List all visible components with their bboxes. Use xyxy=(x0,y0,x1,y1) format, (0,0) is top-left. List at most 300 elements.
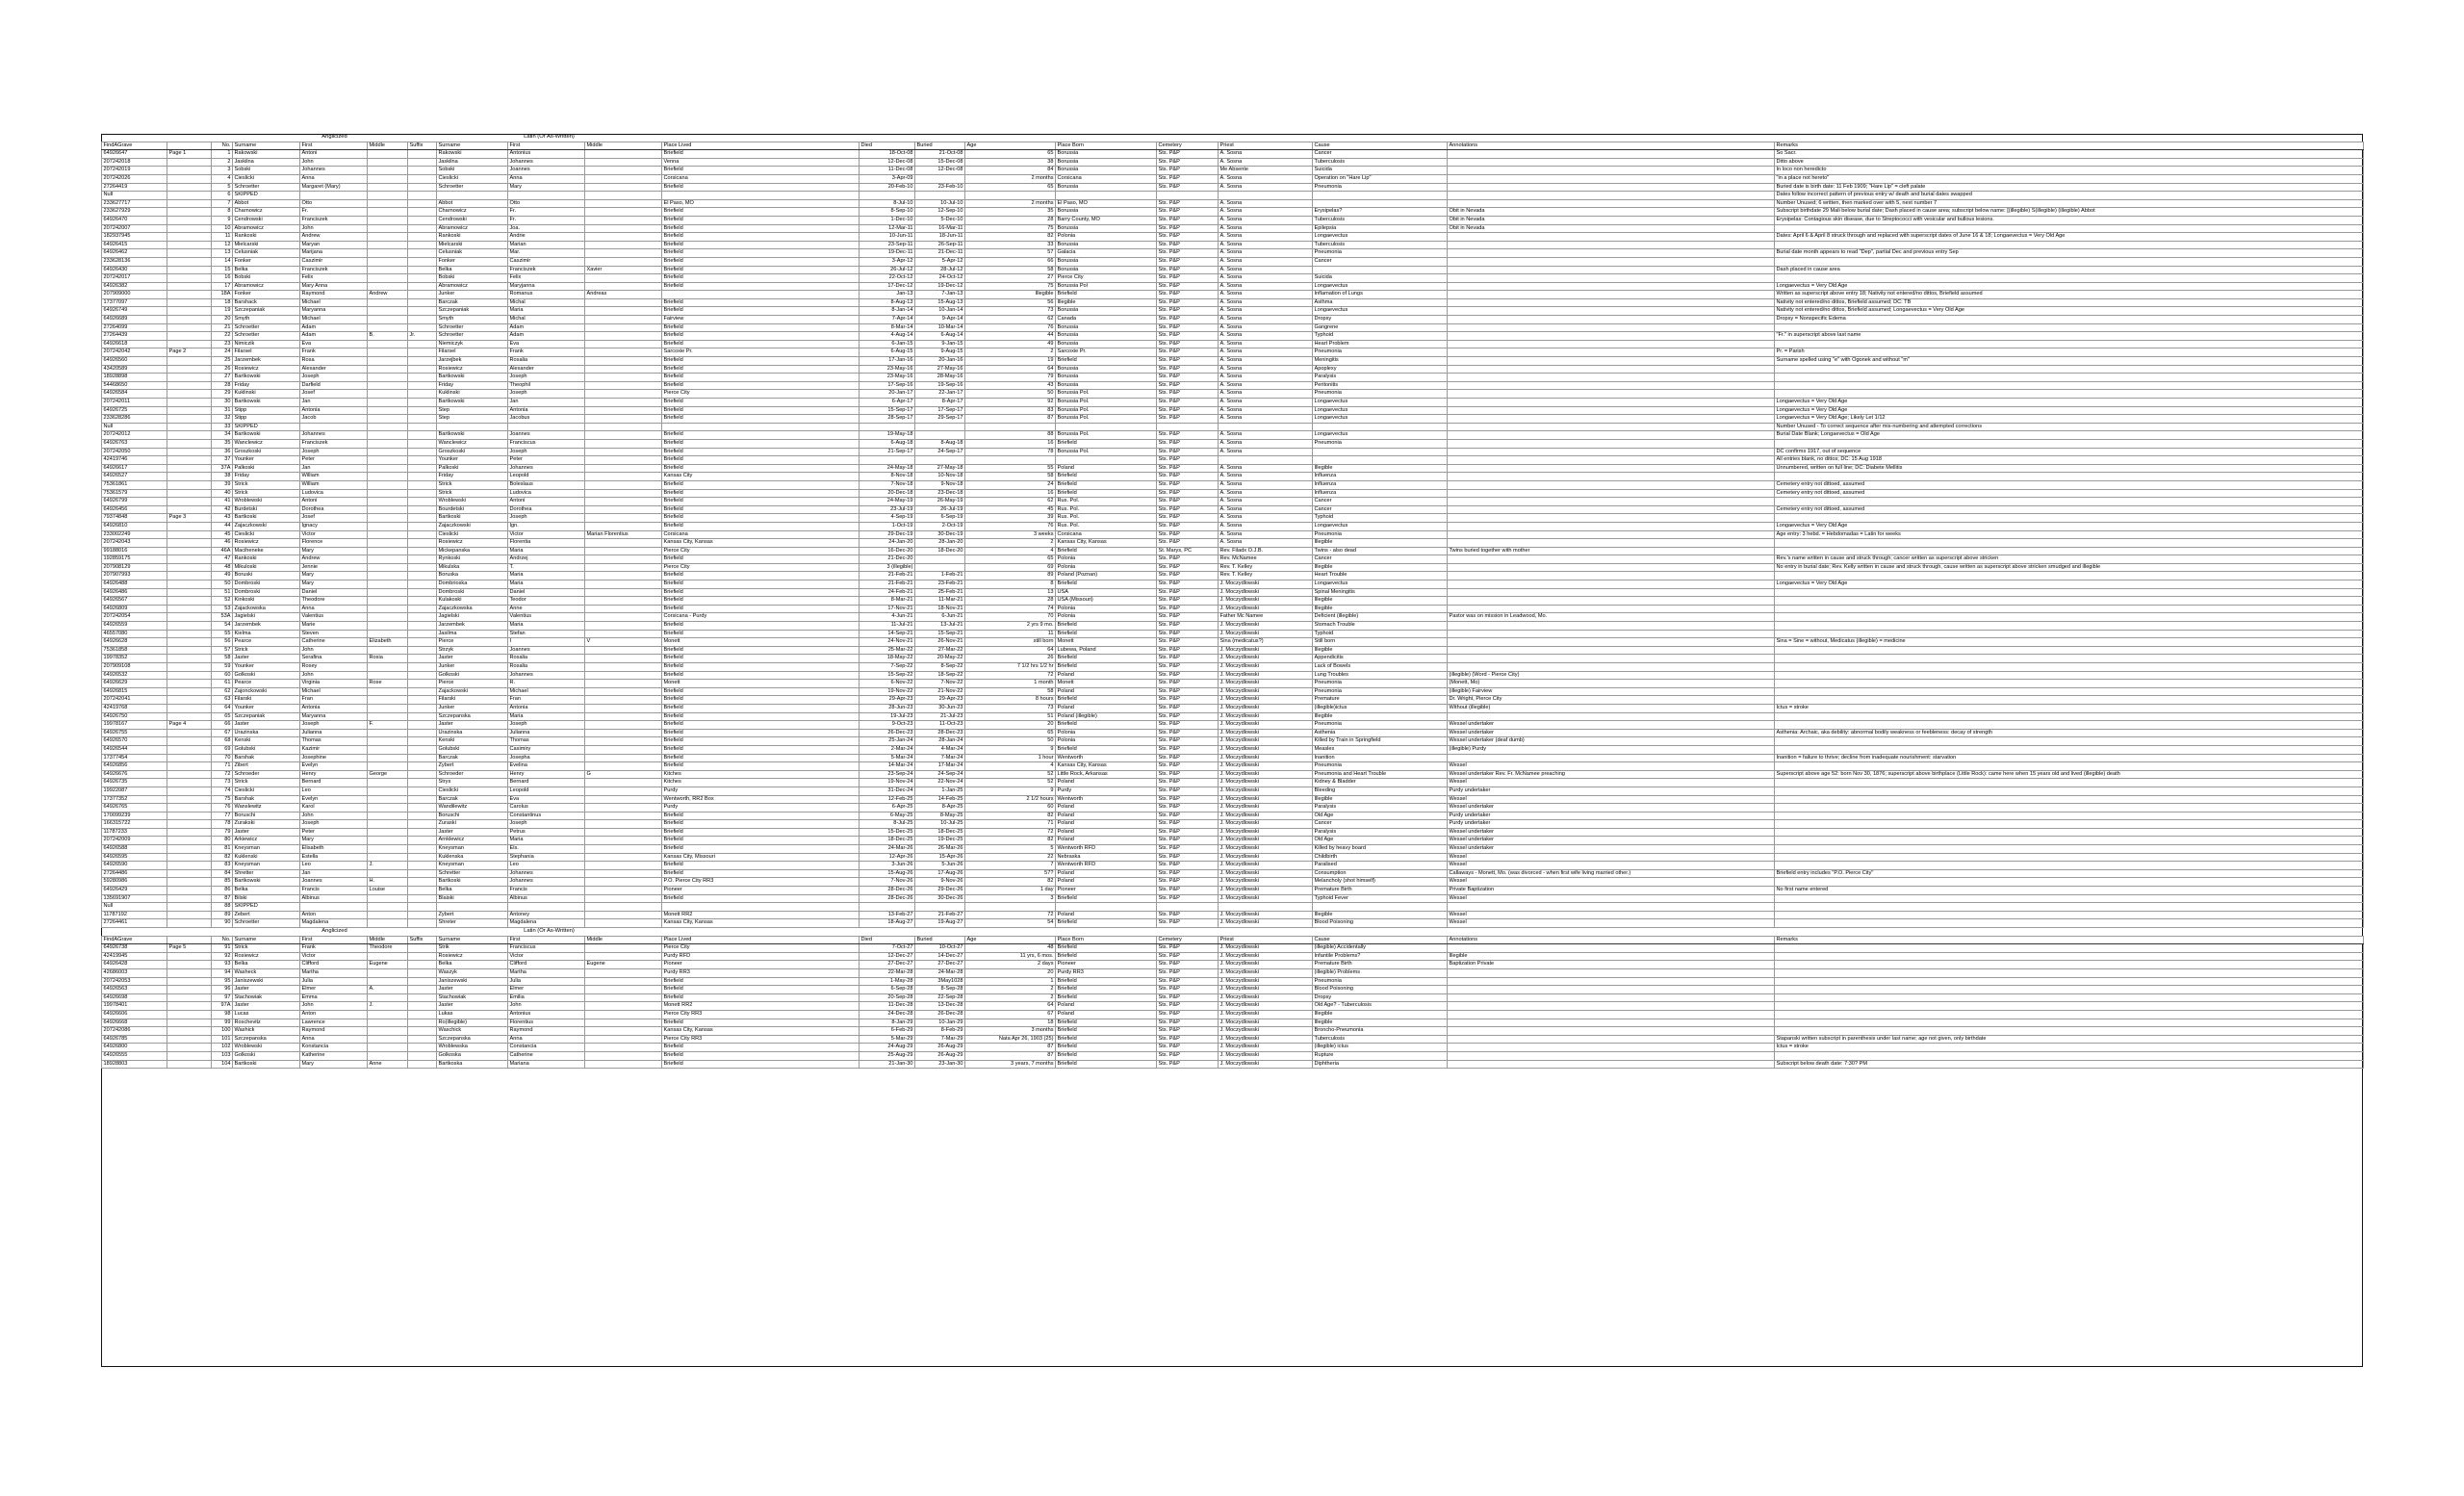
table-cell[interactable]: Poland xyxy=(1056,837,1157,845)
table-cell[interactable]: Josepha xyxy=(508,754,585,762)
table-cell[interactable] xyxy=(1775,340,2364,348)
table-cell[interactable] xyxy=(585,729,662,737)
table-cell[interactable]: 64926676 xyxy=(102,770,167,779)
table-cell[interactable] xyxy=(965,456,1056,465)
table-cell[interactable] xyxy=(167,1027,212,1036)
table-cell[interactable]: Constantinus xyxy=(508,812,585,820)
table-cell[interactable]: A. Sosna xyxy=(1219,340,1313,348)
table-cell[interactable]: (illegible) Accidentally xyxy=(1313,944,1448,953)
table-cell[interactable]: Null xyxy=(102,423,167,431)
table-cell[interactable]: Andreas xyxy=(585,291,662,299)
table-cell[interactable]: 64926567 xyxy=(102,597,167,606)
table-cell[interactable]: Influenza xyxy=(1313,480,1448,489)
table-cell[interactable] xyxy=(860,456,915,465)
table-cell[interactable] xyxy=(368,754,408,762)
table-cell[interactable] xyxy=(408,266,437,274)
table-cell[interactable]: G xyxy=(585,770,662,779)
table-cell[interactable] xyxy=(408,837,437,845)
table-cell[interactable]: Sts. P&P xyxy=(1157,1010,1219,1019)
table-cell[interactable]: Caszimir xyxy=(300,257,368,266)
table-cell[interactable]: 24-Nov-21 xyxy=(860,638,915,647)
table-cell[interactable]: Belka xyxy=(233,887,300,895)
table-cell[interactable]: Rev. Filadx O.J.B. xyxy=(1219,547,1313,555)
table-cell[interactable] xyxy=(662,192,860,200)
table-cell[interactable]: Dombroski xyxy=(437,588,508,597)
table-cell[interactable]: Corsicana xyxy=(1056,174,1157,183)
table-cell[interactable]: Polonia xyxy=(1056,613,1157,622)
table-cell[interactable] xyxy=(408,439,437,448)
table-cell[interactable] xyxy=(167,1060,212,1069)
table-cell[interactable]: 57 xyxy=(965,249,1056,258)
table-cell[interactable] xyxy=(408,828,437,837)
table-cell[interactable]: 26-Sep-11 xyxy=(915,241,965,249)
table-cell[interactable]: Borussia xyxy=(1056,150,1157,159)
table-cell[interactable] xyxy=(408,911,437,919)
table-cell[interactable] xyxy=(368,183,408,192)
table-cell[interactable]: Mar. xyxy=(508,249,585,258)
table-cell[interactable] xyxy=(408,192,437,200)
table-cell[interactable] xyxy=(1313,266,1448,274)
table-cell[interactable]: 10-Oct-27 xyxy=(915,944,965,953)
table-cell[interactable]: 75361858 xyxy=(102,646,167,655)
table-cell[interactable]: Junker xyxy=(437,291,508,299)
table-cell[interactable]: George xyxy=(368,770,408,779)
table-cell[interactable]: 5 xyxy=(965,845,1056,854)
table-cell[interactable] xyxy=(368,498,408,506)
table-cell[interactable] xyxy=(368,555,408,564)
table-cell[interactable]: Sts. P&P xyxy=(1157,687,1219,696)
table-cell[interactable]: 6-May-25 xyxy=(860,812,915,820)
table-cell[interactable]: Briefield xyxy=(662,704,860,712)
table-cell[interactable]: Wentworth RFD xyxy=(1056,862,1157,870)
table-cell[interactable] xyxy=(1775,993,2364,1002)
table-cell[interactable]: Schretter xyxy=(437,869,508,878)
table-cell[interactable]: 64926725 xyxy=(102,406,167,415)
table-cell[interactable]: 24-Oct-12 xyxy=(915,274,965,283)
table-cell[interactable]: 22-Oct-12 xyxy=(860,274,915,283)
table-cell[interactable]: 30 xyxy=(212,399,233,407)
table-cell[interactable]: In loco non heredicto xyxy=(1775,167,2364,175)
table-cell[interactable]: 52 xyxy=(965,779,1056,787)
table-cell[interactable]: Franciszek xyxy=(508,266,585,274)
table-cell[interactable] xyxy=(368,1035,408,1044)
table-cell[interactable]: 82 xyxy=(965,878,1056,887)
table-cell[interactable]: Ro(illegible) xyxy=(437,1019,508,1027)
table-cell[interactable]: Jaster xyxy=(437,828,508,837)
table-cell[interactable] xyxy=(1448,448,1775,456)
table-cell[interactable]: 64926584 xyxy=(102,390,167,399)
table-cell[interactable]: Rev. T. Kelley xyxy=(1219,563,1313,572)
table-cell[interactable]: Pioneer xyxy=(662,887,860,895)
table-cell[interactable]: 21-Dec-11 xyxy=(915,249,965,258)
table-cell[interactable]: Borussia xyxy=(1056,323,1157,332)
table-cell[interactable] xyxy=(1448,192,1775,200)
table-cell[interactable]: Cieslicki xyxy=(233,530,300,539)
table-cell[interactable] xyxy=(1775,680,2364,688)
table-cell[interactable]: Sts. P&P xyxy=(1157,961,1219,969)
table-cell[interactable]: Pneumonia xyxy=(1313,721,1448,730)
table-cell[interactable]: Belka xyxy=(437,961,508,969)
table-cell[interactable]: J. Moczydlowski xyxy=(1219,680,1313,688)
table-cell[interactable]: Tuberculosis xyxy=(1313,216,1448,224)
table-cell[interactable]: Illegible xyxy=(1313,563,1448,572)
table-cell[interactable]: Purdy undertaker xyxy=(1448,787,1775,795)
table-cell[interactable]: Briefield xyxy=(1056,622,1157,631)
table-cell[interactable] xyxy=(1775,1002,2364,1011)
table-cell[interactable]: Briefield xyxy=(1056,1019,1157,1027)
table-cell[interactable] xyxy=(1775,381,2364,390)
table-cell[interactable] xyxy=(408,646,437,655)
table-cell[interactable]: Golkoska xyxy=(437,1051,508,1060)
table-cell[interactable]: Sts. P&P xyxy=(1157,480,1219,489)
table-cell[interactable] xyxy=(408,622,437,631)
table-cell[interactable] xyxy=(1775,1027,2364,1036)
table-cell[interactable] xyxy=(408,919,437,928)
table-cell[interactable]: Jaster xyxy=(437,721,508,730)
table-cell[interactable] xyxy=(167,365,212,374)
table-cell[interactable]: Briefield xyxy=(662,986,860,994)
table-cell[interactable]: Purdy xyxy=(1056,787,1157,795)
table-cell[interactable]: 96 xyxy=(212,986,233,994)
table-cell[interactable]: 65 xyxy=(965,729,1056,737)
table-cell[interactable]: Fran xyxy=(300,696,368,705)
table-cell[interactable]: 87 xyxy=(965,415,1056,424)
table-cell[interactable]: Briefield xyxy=(662,374,860,382)
table-cell[interactable]: 3 years, 7 months xyxy=(965,1060,1056,1069)
table-cell[interactable]: Joannes xyxy=(508,167,585,175)
table-cell[interactable] xyxy=(1775,968,2364,977)
table-cell[interactable]: Briefield entry includes "P.O. Pierce City" xyxy=(1775,869,2364,878)
table-cell[interactable]: 1-Oct-19 xyxy=(860,522,915,530)
table-cell[interactable] xyxy=(585,224,662,233)
table-cell[interactable]: Written as superscript above entry 18; Nativity not entered/no dittos, Briefield assumed xyxy=(1775,291,2364,299)
table-cell[interactable] xyxy=(585,687,662,696)
table-cell[interactable]: 21 xyxy=(212,323,233,332)
table-cell[interactable]: 27264439 xyxy=(102,332,167,341)
table-cell[interactable]: Sarcoxie Pr. xyxy=(662,348,860,357)
table-cell[interactable]: Twins buried together with mother xyxy=(1448,547,1775,555)
table-cell[interactable]: Maciheneke xyxy=(233,547,300,555)
table-cell[interactable] xyxy=(585,737,662,746)
table-cell[interactable]: Maria xyxy=(508,547,585,555)
table-cell[interactable]: Sts. P&P xyxy=(1157,464,1219,473)
table-cell[interactable]: Briefield xyxy=(662,597,860,606)
table-cell[interactable] xyxy=(1775,696,2364,705)
table-cell[interactable]: Illegible xyxy=(1056,298,1157,307)
table-cell[interactable] xyxy=(167,622,212,631)
table-cell[interactable]: 79 xyxy=(965,374,1056,382)
table-cell[interactable]: So Sacr. xyxy=(1775,150,2364,159)
table-cell[interactable]: A. Sosna xyxy=(1219,365,1313,374)
table-cell[interactable]: 5-Dec-10 xyxy=(915,216,965,224)
table-cell[interactable]: Briefield xyxy=(662,233,860,242)
table-cell[interactable]: Felix xyxy=(300,274,368,283)
table-cell[interactable]: 1-Jan-25 xyxy=(915,787,965,795)
table-cell[interactable]: Sts. P&P xyxy=(1157,1051,1219,1060)
table-cell[interactable] xyxy=(368,439,408,448)
table-cell[interactable]: Sts. P&P xyxy=(1157,1002,1219,1011)
table-cell[interactable] xyxy=(408,1010,437,1019)
table-cell[interactable] xyxy=(1448,291,1775,299)
table-cell[interactable] xyxy=(408,812,437,820)
table-cell[interactable]: 54 xyxy=(212,622,233,631)
table-cell[interactable]: Zajackowski xyxy=(437,687,508,696)
table-cell[interactable] xyxy=(167,1035,212,1044)
table-cell[interactable]: Wentworth RFD xyxy=(1056,845,1157,854)
table-cell[interactable]: Meningitis xyxy=(1313,357,1448,366)
table-cell[interactable]: Sts. P&P xyxy=(1157,1035,1219,1044)
table-cell[interactable] xyxy=(1157,192,1219,200)
table-cell[interactable]: J. Moczydlowski xyxy=(1219,952,1313,961)
table-cell[interactable]: 52 xyxy=(965,770,1056,779)
table-cell[interactable]: 1 month xyxy=(965,680,1056,688)
table-cell[interactable]: Briefield xyxy=(662,257,860,266)
table-cell[interactable]: 19978352 xyxy=(102,655,167,663)
table-cell[interactable]: Polonia xyxy=(1056,729,1157,737)
table-cell[interactable]: 74 xyxy=(965,605,1056,613)
table-cell[interactable] xyxy=(585,489,662,498)
table-cell[interactable] xyxy=(167,613,212,622)
table-cell[interactable] xyxy=(408,712,437,721)
table-cell[interactable] xyxy=(167,183,212,192)
table-cell[interactable]: Private Baptization xyxy=(1448,887,1775,895)
table-cell[interactable] xyxy=(368,853,408,862)
table-cell[interactable] xyxy=(167,464,212,473)
table-cell[interactable] xyxy=(965,192,1056,200)
table-cell[interactable] xyxy=(1448,1044,1775,1052)
table-cell[interactable]: Barshak xyxy=(233,754,300,762)
table-cell[interactable]: Killed by Train in Springfield xyxy=(1313,737,1448,746)
table-cell[interactable]: 1 xyxy=(212,150,233,159)
table-cell[interactable]: Wessel xyxy=(1448,853,1775,862)
table-cell[interactable] xyxy=(1775,257,2364,266)
table-cell[interactable]: Purdy undertaker xyxy=(1448,812,1775,820)
table-cell[interactable] xyxy=(167,977,212,986)
table-cell[interactable]: Briefield xyxy=(1056,480,1157,489)
table-cell[interactable]: Briefield xyxy=(662,663,860,672)
table-cell[interactable]: No first name entered xyxy=(1775,887,2364,895)
table-cell[interactable] xyxy=(408,530,437,539)
table-cell[interactable]: 42419945 xyxy=(102,952,167,961)
table-cell[interactable]: Anna xyxy=(508,1035,585,1044)
table-cell[interactable]: Sts. P&P xyxy=(1157,291,1219,299)
table-cell[interactable]: 8-May-25 xyxy=(915,812,965,820)
table-cell[interactable]: Erysipelas: Contagious skin disease, due to Streptococci with vesicular and bullous lesions. xyxy=(1775,216,2364,224)
table-cell[interactable] xyxy=(585,887,662,895)
table-cell[interactable] xyxy=(1448,158,1775,167)
table-cell[interactable]: Inanition xyxy=(1313,754,1448,762)
table-cell[interactable] xyxy=(167,968,212,977)
table-cell[interactable]: Mielcarski xyxy=(437,241,508,249)
table-cell[interactable]: Theodore xyxy=(368,944,408,953)
table-cell[interactable]: Sts. P&P xyxy=(1157,522,1219,530)
table-cell[interactable]: 24-Mar-26 xyxy=(860,845,915,854)
table-cell[interactable] xyxy=(585,903,662,912)
table-cell[interactable]: 29-Dec-19 xyxy=(860,530,915,539)
table-cell[interactable]: Paralised xyxy=(1313,862,1448,870)
table-cell[interactable]: Briefield xyxy=(1056,357,1157,366)
table-cell[interactable]: 38 xyxy=(965,158,1056,167)
table-cell[interactable] xyxy=(585,390,662,399)
table-cell[interactable]: Mikulska xyxy=(437,563,508,572)
table-cell[interactable]: Briefield xyxy=(1056,655,1157,663)
table-cell[interactable]: Pneumonia xyxy=(1313,530,1448,539)
table-cell[interactable]: Alexander xyxy=(508,365,585,374)
table-cell[interactable]: Cancer xyxy=(1313,498,1448,506)
table-cell[interactable]: Peter xyxy=(300,828,368,837)
table-cell[interactable]: 5-Jun-26 xyxy=(915,862,965,870)
table-cell[interactable] xyxy=(408,754,437,762)
table-cell[interactable]: Sarcoxie Pr. xyxy=(1056,348,1157,357)
table-cell[interactable]: Influenza xyxy=(1313,489,1448,498)
table-cell[interactable]: Briefield xyxy=(662,630,860,638)
table-cell[interactable]: 64926462 xyxy=(102,249,167,258)
table-cell[interactable]: Pneumonia xyxy=(1313,687,1448,696)
table-cell[interactable]: Briefield xyxy=(662,298,860,307)
table-cell[interactable] xyxy=(585,754,662,762)
table-cell[interactable] xyxy=(167,887,212,895)
table-cell[interactable]: 64926735 xyxy=(102,779,167,787)
table-cell[interactable]: A. Sosna xyxy=(1219,431,1313,440)
table-cell[interactable]: Briefield xyxy=(662,646,860,655)
table-cell[interactable]: 85 xyxy=(212,878,233,887)
table-cell[interactable]: 26 xyxy=(212,365,233,374)
table-cell[interactable] xyxy=(1775,1010,2364,1019)
table-cell[interactable] xyxy=(408,357,437,366)
table-cell[interactable]: Poland xyxy=(1056,687,1157,696)
table-cell[interactable]: Null xyxy=(102,192,167,200)
table-cell[interactable] xyxy=(368,1010,408,1019)
table-cell[interactable]: 64926800 xyxy=(102,1044,167,1052)
table-cell[interactable] xyxy=(1448,174,1775,183)
table-cell[interactable]: 43 xyxy=(212,514,233,523)
table-cell[interactable] xyxy=(408,340,437,348)
table-cell[interactable]: 40 xyxy=(212,489,233,498)
table-cell[interactable]: Wessel undertaker xyxy=(1448,845,1775,854)
table-cell[interactable] xyxy=(1775,473,2364,481)
table-cell[interactable] xyxy=(167,878,212,887)
table-cell[interactable]: Rosa xyxy=(300,357,368,366)
table-cell[interactable]: Stephania xyxy=(508,853,585,862)
table-cell[interactable] xyxy=(585,357,662,366)
table-cell[interactable]: 17-Sep-17 xyxy=(915,406,965,415)
table-cell[interactable] xyxy=(368,406,408,415)
table-cell[interactable]: Number Unused; 6 written, then marked over with 5, next number 7 xyxy=(1775,199,2364,208)
table-cell[interactable]: Leo xyxy=(508,862,585,870)
table-cell[interactable]: 75 xyxy=(965,282,1056,291)
table-cell[interactable]: Barry County, MO xyxy=(1056,216,1157,224)
table-cell[interactable] xyxy=(368,530,408,539)
table-cell[interactable] xyxy=(167,911,212,919)
table-cell[interactable]: 17-Jan-16 xyxy=(860,357,915,366)
table-cell[interactable]: Sts. P&P xyxy=(1157,952,1219,961)
table-cell[interactable]: Briefield xyxy=(662,605,860,613)
table-cell[interactable]: Dombroski xyxy=(233,580,300,589)
table-cell[interactable]: 30-Dec-19 xyxy=(915,530,965,539)
table-cell[interactable] xyxy=(368,357,408,366)
table-cell[interactable]: Daniel xyxy=(508,588,585,597)
table-cell[interactable]: Abbot xyxy=(233,199,300,208)
table-cell[interactable]: 24-May-18 xyxy=(860,464,915,473)
table-cell[interactable]: Maria xyxy=(508,837,585,845)
table-cell[interactable]: Margaret (Mary) xyxy=(300,183,368,192)
table-cell[interactable]: Briefield xyxy=(662,150,860,159)
table-cell[interactable]: Frank xyxy=(300,944,368,953)
table-cell[interactable]: Poland xyxy=(1056,812,1157,820)
table-cell[interactable]: Briefield xyxy=(662,572,860,580)
table-cell[interactable]: 14-Sep-21 xyxy=(860,630,915,638)
table-cell[interactable]: Jagielski xyxy=(437,613,508,622)
table-cell[interactable] xyxy=(1448,1060,1775,1069)
table-cell[interactable]: 28 xyxy=(212,381,233,390)
table-cell[interactable]: 28-Dec-26 xyxy=(860,894,915,903)
table-cell[interactable]: 26-Mar-26 xyxy=(915,845,965,854)
table-cell[interactable]: 57? xyxy=(965,869,1056,878)
table-cell[interactable]: Briefield xyxy=(1056,894,1157,903)
table-cell[interactable] xyxy=(1448,332,1775,341)
table-cell[interactable] xyxy=(662,423,860,431)
table-cell[interactable] xyxy=(585,853,662,862)
table-cell[interactable] xyxy=(585,522,662,530)
table-cell[interactable]: 11787233 xyxy=(102,828,167,837)
table-cell[interactable]: 4-Jun-21 xyxy=(860,613,915,622)
table-cell[interactable] xyxy=(167,563,212,572)
table-cell[interactable]: 15-Aug-26 xyxy=(860,869,915,878)
table-cell[interactable] xyxy=(300,423,368,431)
table-cell[interactable] xyxy=(167,316,212,324)
table-cell[interactable]: 64926555 xyxy=(102,1051,167,1060)
table-cell[interactable]: 19-Aug-27 xyxy=(915,919,965,928)
table-cell[interactable]: 61 xyxy=(212,680,233,688)
table-cell[interactable]: Page 1 xyxy=(167,150,212,159)
table-cell[interactable]: Sts. P&P xyxy=(1157,323,1219,332)
table-cell[interactable]: 51 xyxy=(212,588,233,597)
table-cell[interactable]: J. Moczydlowski xyxy=(1219,737,1313,746)
table-cell[interactable]: Sts. P&P xyxy=(1157,862,1219,870)
table-cell[interactable]: Sts. P&P xyxy=(1157,282,1219,291)
table-cell[interactable] xyxy=(408,547,437,555)
table-cell[interactable]: Belka xyxy=(437,887,508,895)
table-cell[interactable]: 233627717 xyxy=(102,199,167,208)
table-cell[interactable]: 3-Apr-12 xyxy=(860,257,915,266)
table-cell[interactable]: Johannes xyxy=(508,878,585,887)
table-cell[interactable] xyxy=(1448,415,1775,424)
table-cell[interactable]: 9-Nov-18 xyxy=(915,480,965,489)
table-cell[interactable]: 19 xyxy=(212,307,233,316)
table-cell[interactable] xyxy=(585,812,662,820)
table-cell[interactable]: J. Moczydlowski xyxy=(1219,687,1313,696)
table-cell[interactable] xyxy=(585,878,662,887)
table-cell[interactable]: Poland xyxy=(1056,671,1157,680)
table-cell[interactable] xyxy=(408,241,437,249)
table-cell[interactable] xyxy=(860,903,915,912)
table-cell[interactable]: Briefield xyxy=(662,208,860,217)
table-cell[interactable]: Jarzejbek xyxy=(437,357,508,366)
table-cell[interactable]: Jacob xyxy=(300,415,368,424)
table-cell[interactable]: J. Moczydlowski xyxy=(1219,671,1313,680)
table-cell[interactable] xyxy=(1775,655,2364,663)
table-cell[interactable]: 73 xyxy=(965,704,1056,712)
table-cell[interactable] xyxy=(167,754,212,762)
table-cell[interactable]: Rakowski xyxy=(233,150,300,159)
table-cell[interactable]: Surname spelled using "e" with Ogonek and without "m" xyxy=(1775,357,2364,366)
table-cell[interactable] xyxy=(1313,199,1448,208)
table-cell[interactable]: Lucas xyxy=(233,1010,300,1019)
table-cell[interactable] xyxy=(1448,489,1775,498)
table-cell[interactable]: Pierce City RR3 xyxy=(662,1035,860,1044)
table-cell[interactable]: A. Sosna xyxy=(1219,489,1313,498)
table-cell[interactable] xyxy=(585,588,662,597)
